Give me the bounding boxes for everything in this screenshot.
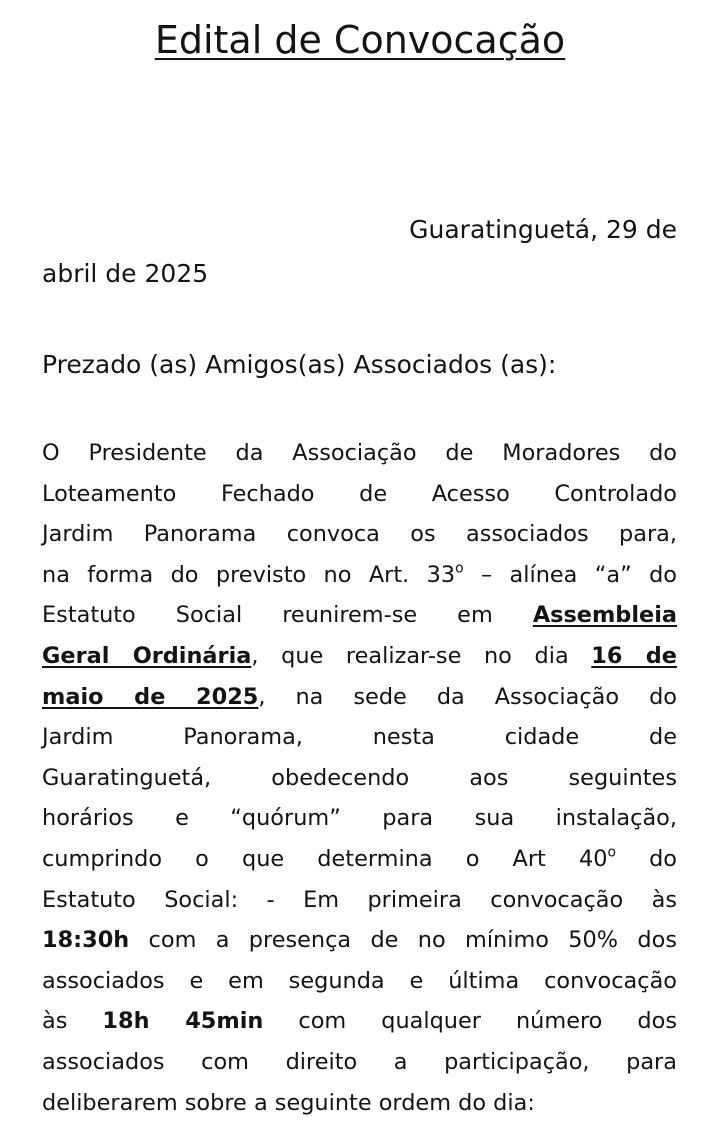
body-line: Loteamento Fechado de Acesso Controlado [42, 480, 677, 507]
body-fragment: com qualquer número dos [263, 1008, 677, 1035]
body-line [42, 595, 677, 636]
body-fragment: , que realizar-se no dia [251, 642, 592, 669]
body-line: deliberarem sobre a seguinte ordem do dia: [42, 1089, 535, 1116]
second-call-time: 18h 45min [102, 1008, 264, 1035]
document-title-text: Edital de Convocação [154, 18, 566, 62]
body-line [42, 920, 677, 961]
place-date-line-2: abril de 2025 [42, 259, 209, 288]
body-fragment: Estatuto Social reunirem-se em [42, 602, 533, 629]
body-fragment: cumprindo o que determina o Art 40 [42, 845, 608, 872]
ordinal-indicator: o [607, 844, 616, 861]
place-date-line-1: Guaratinguetá, 29 de [409, 215, 677, 244]
body-line: Guaratinguetá, obedecendo aos seguintes [42, 764, 677, 791]
first-call-time: 18:30h [42, 927, 130, 954]
meeting-date-part-1: 16 de [591, 642, 677, 669]
body-line: Jardim Panorama convoca os associados para, [42, 521, 677, 548]
body-line [42, 839, 677, 880]
body-line [42, 636, 677, 677]
body-fragment: – alínea “a” do [463, 561, 677, 588]
body-fragment: com a presença de no mínimo 50% dos [129, 927, 677, 954]
document-title [0, 12, 720, 68]
body-line: Jardim Panorama, nesta cidade de [42, 724, 677, 751]
body-fragment: do [615, 845, 678, 872]
greeting: Prezado (as) Amigos(as) Associados (as): [42, 350, 557, 379]
assembly-name-part-2: Geral Ordinária [42, 642, 252, 669]
body-line: associados com direito a participação, para [42, 1048, 677, 1075]
convocation-body [42, 433, 677, 1123]
body-line [42, 677, 677, 718]
body-line [42, 555, 677, 596]
body-line: O Presidente da Associação de Moradores do [42, 440, 677, 466]
ordinal-indicator: o [455, 560, 464, 577]
body-line [42, 1001, 677, 1042]
body-fragment: às [42, 1008, 103, 1035]
place-and-date [42, 208, 677, 296]
body-line: associados e em segunda e última convocação [42, 967, 677, 994]
assembly-name-part-1: Assembleia [532, 602, 677, 629]
body-line: Estatuto Social: - Em primeira convocação às [42, 886, 677, 913]
body-fragment: , na sede da Associação do [258, 683, 677, 710]
body-line: horários e “quórum” para sua instalação, [42, 805, 677, 832]
body-fragment: na forma do previsto no Art. 33 [42, 561, 456, 588]
meeting-date-part-2: maio de 2025 [42, 683, 259, 710]
